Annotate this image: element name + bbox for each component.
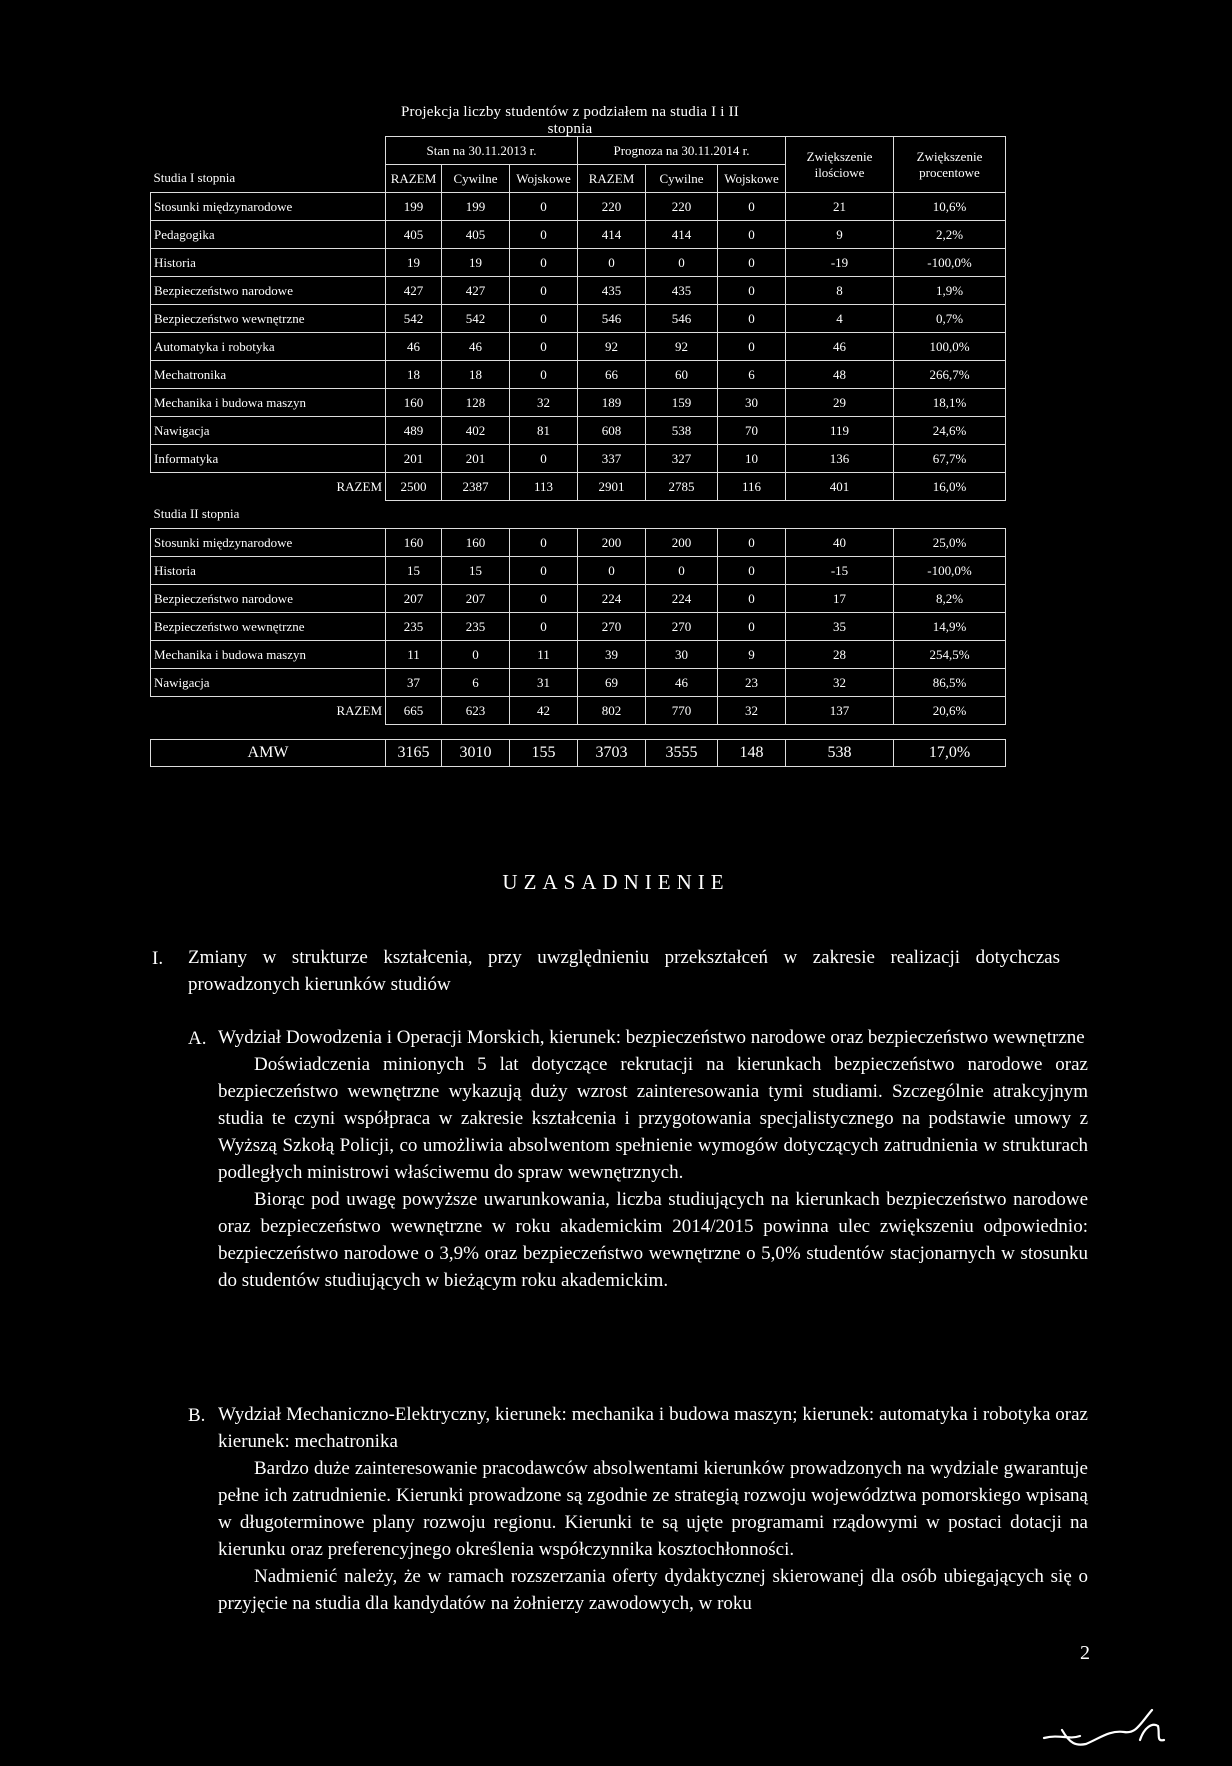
header-wojskowe: Wojskowe — [510, 165, 578, 193]
table-cell: 46 — [386, 333, 442, 361]
table-cell: 30 — [718, 389, 786, 417]
table-cell: 200 — [646, 529, 718, 557]
row-label: Bezpieczeństwo wewnętrzne — [151, 613, 386, 641]
section-b-body — [218, 1401, 1088, 1617]
table-cell: 0 — [510, 585, 578, 613]
table-cell: 2785 — [646, 473, 718, 501]
row-label: Bezpieczeństwo wewnętrzne — [151, 305, 386, 333]
table-cell: 405 — [386, 221, 442, 249]
header-zwiekszenie-ilosciowe: Zwiększenie ilościowe — [786, 137, 894, 193]
table-cell: 235 — [442, 613, 510, 641]
table-cell: 220 — [646, 193, 718, 221]
header-cywilne: Cywilne — [646, 165, 718, 193]
table-cell: 270 — [578, 613, 646, 641]
section-a-paragraph-1: Doświadczenia minionych 5 lat dotyczące rekrutacji na kierunkach bezpieczeństwo narodowe oraz bezpieczeństwo wewnętrzne wykazują duży wzrost zainteresowania tymi studiami. Szczególnie atrakcyjnym studia te czyni współpraca w zakresie kształcenia i przygotowania specjalistycznego na podstawie umowy z Wyższą Szkołą Policji, co umożliwia absolwentom spełnienie wymogów dotyczących zatrudnienia w strukturach podległych ministrowi właściwemu do spraw wewnętrznych. — [218, 1054, 1088, 1183]
table-cell: 160 — [386, 529, 442, 557]
row-label: Stosunki międzynarodowe — [151, 193, 386, 221]
table-cell: 201 — [442, 445, 510, 473]
table-cell: 9 — [718, 641, 786, 669]
table-cell: 128 — [442, 389, 510, 417]
table-cell: 0 — [718, 221, 786, 249]
table-cell: 19 — [386, 249, 442, 277]
table-cell: 31 — [510, 669, 578, 697]
table-cell: 542 — [386, 305, 442, 333]
table-cell: 0 — [718, 585, 786, 613]
section-a-title: Wydział Dowodzenia i Operacji Morskich, kierunek: bezpieczeństwo narodowe oraz bezpieczeństwo wewnętrzne — [218, 1027, 1085, 1048]
row-label: Nawigacja — [151, 669, 386, 697]
table-row — [151, 641, 1006, 669]
table-cell: 546 — [578, 305, 646, 333]
header-razem: RAZEM — [578, 165, 646, 193]
table-cell: 0 — [718, 193, 786, 221]
table-cell: 270 — [646, 613, 718, 641]
table-cell: 15 — [386, 557, 442, 585]
table-cell: 69 — [578, 669, 646, 697]
table-cell: 0 — [510, 305, 578, 333]
table-cell: 30 — [646, 641, 718, 669]
table-cell: 0 — [510, 361, 578, 389]
table-cell: 24,6% — [894, 417, 1006, 445]
table-cell: 770 — [646, 697, 718, 725]
table-row — [151, 221, 1006, 249]
table-cell: 8 — [786, 277, 894, 305]
table-cell: -15 — [786, 557, 894, 585]
table-cell: 0 — [578, 557, 646, 585]
section-letter-b: B. — [188, 1405, 206, 1426]
table-cell: 23 — [718, 669, 786, 697]
row-label: Nawigacja — [151, 417, 386, 445]
table-cell: 489 — [386, 417, 442, 445]
table-row — [151, 249, 1006, 277]
table-cell: 18,1% — [894, 389, 1006, 417]
table-cell: 14,9% — [894, 613, 1006, 641]
table-cell: 60 — [646, 361, 718, 389]
sum-label: RAZEM — [336, 702, 382, 718]
table-cell: 70 — [718, 417, 786, 445]
row-label: Mechanika i budowa maszyn — [151, 641, 386, 669]
table-cell: 8,2% — [894, 585, 1006, 613]
table-cell: 21 — [786, 193, 894, 221]
section-b-title: Wydział Mechaniczno-Elektryczny, kierunek: mechanika i budowa maszyn; kierunek: automatyka i robotyka oraz kierunek: mechatronika — [218, 1404, 1088, 1452]
total-label: AMW — [151, 740, 386, 767]
table-cell: 220 — [578, 193, 646, 221]
table-cell: 4 — [786, 305, 894, 333]
row-label: Mechanika i budowa maszyn — [151, 389, 386, 417]
row-label: Bezpieczeństwo narodowe — [151, 277, 386, 305]
table-cell: 10,6% — [894, 193, 1006, 221]
section-heading: UZASADNIENIE — [502, 870, 730, 894]
table-cell: 32 — [510, 389, 578, 417]
section-b-paragraph-1: Bardzo duże zainteresowanie pracodawców absolwentami kierunków prowadzonych na wydziale gwarantuje pełne ich zatrudnienie. Kierunki prowadzone są zgodnie ze strategią rozwoju województwa pomorskiego wpisaną w długoterminowe plany rozwoju regionu. Kierunki te są ujęte programami rządowymi w postaci dotacji na kierunku oraz preferencyjnego określenia współczynnika kosztochłonności. — [218, 1458, 1088, 1560]
table-cell: 0,7% — [894, 305, 1006, 333]
table-cell: 136 — [786, 445, 894, 473]
table-cell: 10 — [718, 445, 786, 473]
table-row — [151, 333, 1006, 361]
table-cell: 11 — [386, 641, 442, 669]
table-cell: 207 — [386, 585, 442, 613]
table-cell: 0 — [510, 333, 578, 361]
table-cell: 29 — [786, 389, 894, 417]
table-cell: 427 — [386, 277, 442, 305]
header-zwiekszenie-procentowe: Zwiększenie procentowe — [894, 137, 1006, 193]
table-cell: 538 — [646, 417, 718, 445]
table-cell: -100,0% — [894, 557, 1006, 585]
table-cell: 92 — [578, 333, 646, 361]
table-cell: 623 — [442, 697, 510, 725]
table-cell: 327 — [646, 445, 718, 473]
table-cell: 189 — [578, 389, 646, 417]
table-cell: 0 — [718, 613, 786, 641]
table-cell: 0 — [646, 249, 718, 277]
table-row — [151, 417, 1006, 445]
table-cell: 46 — [786, 333, 894, 361]
table-cell: 160 — [386, 389, 442, 417]
table-cell: 16,0% — [894, 473, 1006, 501]
table-cell: 199 — [386, 193, 442, 221]
section-letter-a: A. — [188, 1028, 207, 1049]
table-cell: 2901 — [578, 473, 646, 501]
table-cell: 402 — [442, 417, 510, 445]
table-cell: 100,0% — [894, 333, 1006, 361]
section-label-studia-i: Studia I stopnia — [153, 170, 236, 186]
table-cell: 542 — [442, 305, 510, 333]
student-projection-table — [150, 136, 1006, 767]
table-cell: 0 — [578, 249, 646, 277]
table-row — [151, 557, 1006, 585]
table-cell: 19 — [442, 249, 510, 277]
table-cell: 207 — [442, 585, 510, 613]
table-row — [151, 193, 1006, 221]
table-cell: 18 — [442, 361, 510, 389]
table-cell: 200 — [578, 529, 646, 557]
table-cell: 0 — [510, 529, 578, 557]
table-cell: 48 — [786, 361, 894, 389]
table-cell: 235 — [386, 613, 442, 641]
table-cell: 414 — [646, 221, 718, 249]
table-cell: 92 — [646, 333, 718, 361]
table-cell: 39 — [578, 641, 646, 669]
table-cell: 0 — [510, 249, 578, 277]
table-cell: 2500 — [386, 473, 442, 501]
table-cell: 3703 — [578, 740, 646, 767]
page-number: 2 — [1080, 1642, 1090, 1664]
table-cell: 32 — [786, 669, 894, 697]
table-cell: 0 — [510, 445, 578, 473]
table-cell: 86,5% — [894, 669, 1006, 697]
table-cell: 81 — [510, 417, 578, 445]
table-cell: 401 — [786, 473, 894, 501]
section-a-paragraph-2: Biorąc pod uwagę powyższe uwarunkowania, liczba studiujących na kierunkach bezpieczeństwo narodowe oraz bezpieczeństwo wewnętrzne w roku akademickim 2014/2015 powinna ulec zwiększeniu odpowiednio: bezpieczeństwo narodowe o 3,9% oraz bezpieczeństwo wewnętrzne o 5,0% studentów stacjonarnych w stosunku do studentów studiujących w bieżącym roku akademickim. — [218, 1189, 1088, 1291]
table-cell: -19 — [786, 249, 894, 277]
table-cell: 0 — [718, 529, 786, 557]
table-cell: 28 — [786, 641, 894, 669]
table-cell: 148 — [718, 740, 786, 767]
header-stan: Stan na 30.11.2013 r. — [386, 137, 578, 165]
table-cell: 3165 — [386, 740, 442, 767]
table-cell: 414 — [578, 221, 646, 249]
header-wojskowe: Wojskowe — [718, 165, 786, 193]
signature-image — [1040, 1700, 1190, 1756]
table-row — [151, 585, 1006, 613]
table-cell: 2,2% — [894, 221, 1006, 249]
table-row — [151, 669, 1006, 697]
table-cell: 18 — [386, 361, 442, 389]
table-cell: -100,0% — [894, 249, 1006, 277]
row-label: Automatyka i robotyka — [151, 333, 386, 361]
table-cell: 337 — [578, 445, 646, 473]
table-cell: 0 — [646, 557, 718, 585]
table-cell: 199 — [442, 193, 510, 221]
table-cell: 665 — [386, 697, 442, 725]
table-cell: 0 — [510, 613, 578, 641]
table-cell: 435 — [646, 277, 718, 305]
table-cell: 608 — [578, 417, 646, 445]
table-row — [151, 277, 1006, 305]
table-cell: 66 — [578, 361, 646, 389]
table-cell: 46 — [442, 333, 510, 361]
table-cell: 137 — [786, 697, 894, 725]
table-row — [151, 529, 1006, 557]
total-row — [151, 740, 1006, 767]
table-cell: 0 — [718, 277, 786, 305]
table-cell: 32 — [718, 697, 786, 725]
row-label: Informatyka — [151, 445, 386, 473]
table-cell: 0 — [718, 305, 786, 333]
table-cell: 254,5% — [894, 641, 1006, 669]
row-label: Bezpieczeństwo narodowe — [151, 585, 386, 613]
section2-sum-row — [151, 697, 1006, 725]
table-cell: 46 — [646, 669, 718, 697]
section1-sum-row — [151, 473, 1006, 501]
table-cell: 15 — [442, 557, 510, 585]
table-cell: 266,7% — [894, 361, 1006, 389]
table-cell: 2387 — [442, 473, 510, 501]
table-cell: 37 — [386, 669, 442, 697]
table-cell: 435 — [578, 277, 646, 305]
table-cell: 0 — [442, 641, 510, 669]
table-cell: 25,0% — [894, 529, 1006, 557]
row-label: Pedagogika — [151, 221, 386, 249]
table-cell: 405 — [442, 221, 510, 249]
table-cell: 67,7% — [894, 445, 1006, 473]
table-cell: 0 — [718, 249, 786, 277]
row-label: Historia — [151, 557, 386, 585]
table-cell: 0 — [718, 333, 786, 361]
table-cell: 40 — [786, 529, 894, 557]
section-a-body — [218, 1024, 1088, 1294]
table-row — [151, 389, 1006, 417]
section-b-paragraph-2: Nadmienić należy, że w ramach rozszerzania oferty dydaktycznej skierowanej dla osób ubiegających się o przyjęcie na studia dla kandydatów na żołnierzy zawodowych, w roku — [218, 1566, 1088, 1614]
table-cell: 0 — [718, 557, 786, 585]
table-row — [151, 613, 1006, 641]
section-number-i: I. — [152, 948, 164, 969]
header-cywilne: Cywilne — [442, 165, 510, 193]
header-razem: RAZEM — [386, 165, 442, 193]
table-cell: 113 — [510, 473, 578, 501]
table-cell: 546 — [646, 305, 718, 333]
table-cell: 42 — [510, 697, 578, 725]
table-cell: 17,0% — [894, 740, 1006, 767]
section-i-title: Zmiany w strukturze kształcenia, przy uwzględnieniu przekształceń w zakresie realizacji dotychczas prowadzonych kierunków studiów — [188, 947, 1060, 995]
table-cell: 6 — [442, 669, 510, 697]
table-cell: 224 — [646, 585, 718, 613]
table-cell: 6 — [718, 361, 786, 389]
table-cell: 155 — [510, 740, 578, 767]
header-prognoza: Prognoza na 30.11.2014 r. — [578, 137, 786, 165]
sum-label: RAZEM — [336, 478, 382, 494]
table-cell: 0 — [510, 193, 578, 221]
table-cell: 20,6% — [894, 697, 1006, 725]
table-cell: 3555 — [646, 740, 718, 767]
table-cell: 160 — [442, 529, 510, 557]
row-label: Stosunki międzynarodowe — [151, 529, 386, 557]
table-cell: 224 — [578, 585, 646, 613]
table-cell: 3010 — [442, 740, 510, 767]
table-title: Projekcja liczby studentów z podziałem na studia I i II stopnia — [401, 104, 739, 137]
table-row — [151, 361, 1006, 389]
table-cell: 116 — [718, 473, 786, 501]
table-cell: 538 — [786, 740, 894, 767]
table-cell: 119 — [786, 417, 894, 445]
table-cell: 1,9% — [894, 277, 1006, 305]
table-cell: 427 — [442, 277, 510, 305]
row-label: Historia — [151, 249, 386, 277]
table-row — [151, 445, 1006, 473]
table-row — [151, 305, 1006, 333]
table-cell: 35 — [786, 613, 894, 641]
table-cell: 0 — [510, 221, 578, 249]
table-cell: 802 — [578, 697, 646, 725]
table-cell: 0 — [510, 277, 578, 305]
table-cell: 0 — [510, 557, 578, 585]
section-label-studia-ii: Studia II stopnia — [153, 506, 240, 522]
table-cell: 159 — [646, 389, 718, 417]
table-cell: 9 — [786, 221, 894, 249]
row-label: Mechatronika — [151, 361, 386, 389]
table-cell: 201 — [386, 445, 442, 473]
table-cell: 11 — [510, 641, 578, 669]
table-cell: 17 — [786, 585, 894, 613]
